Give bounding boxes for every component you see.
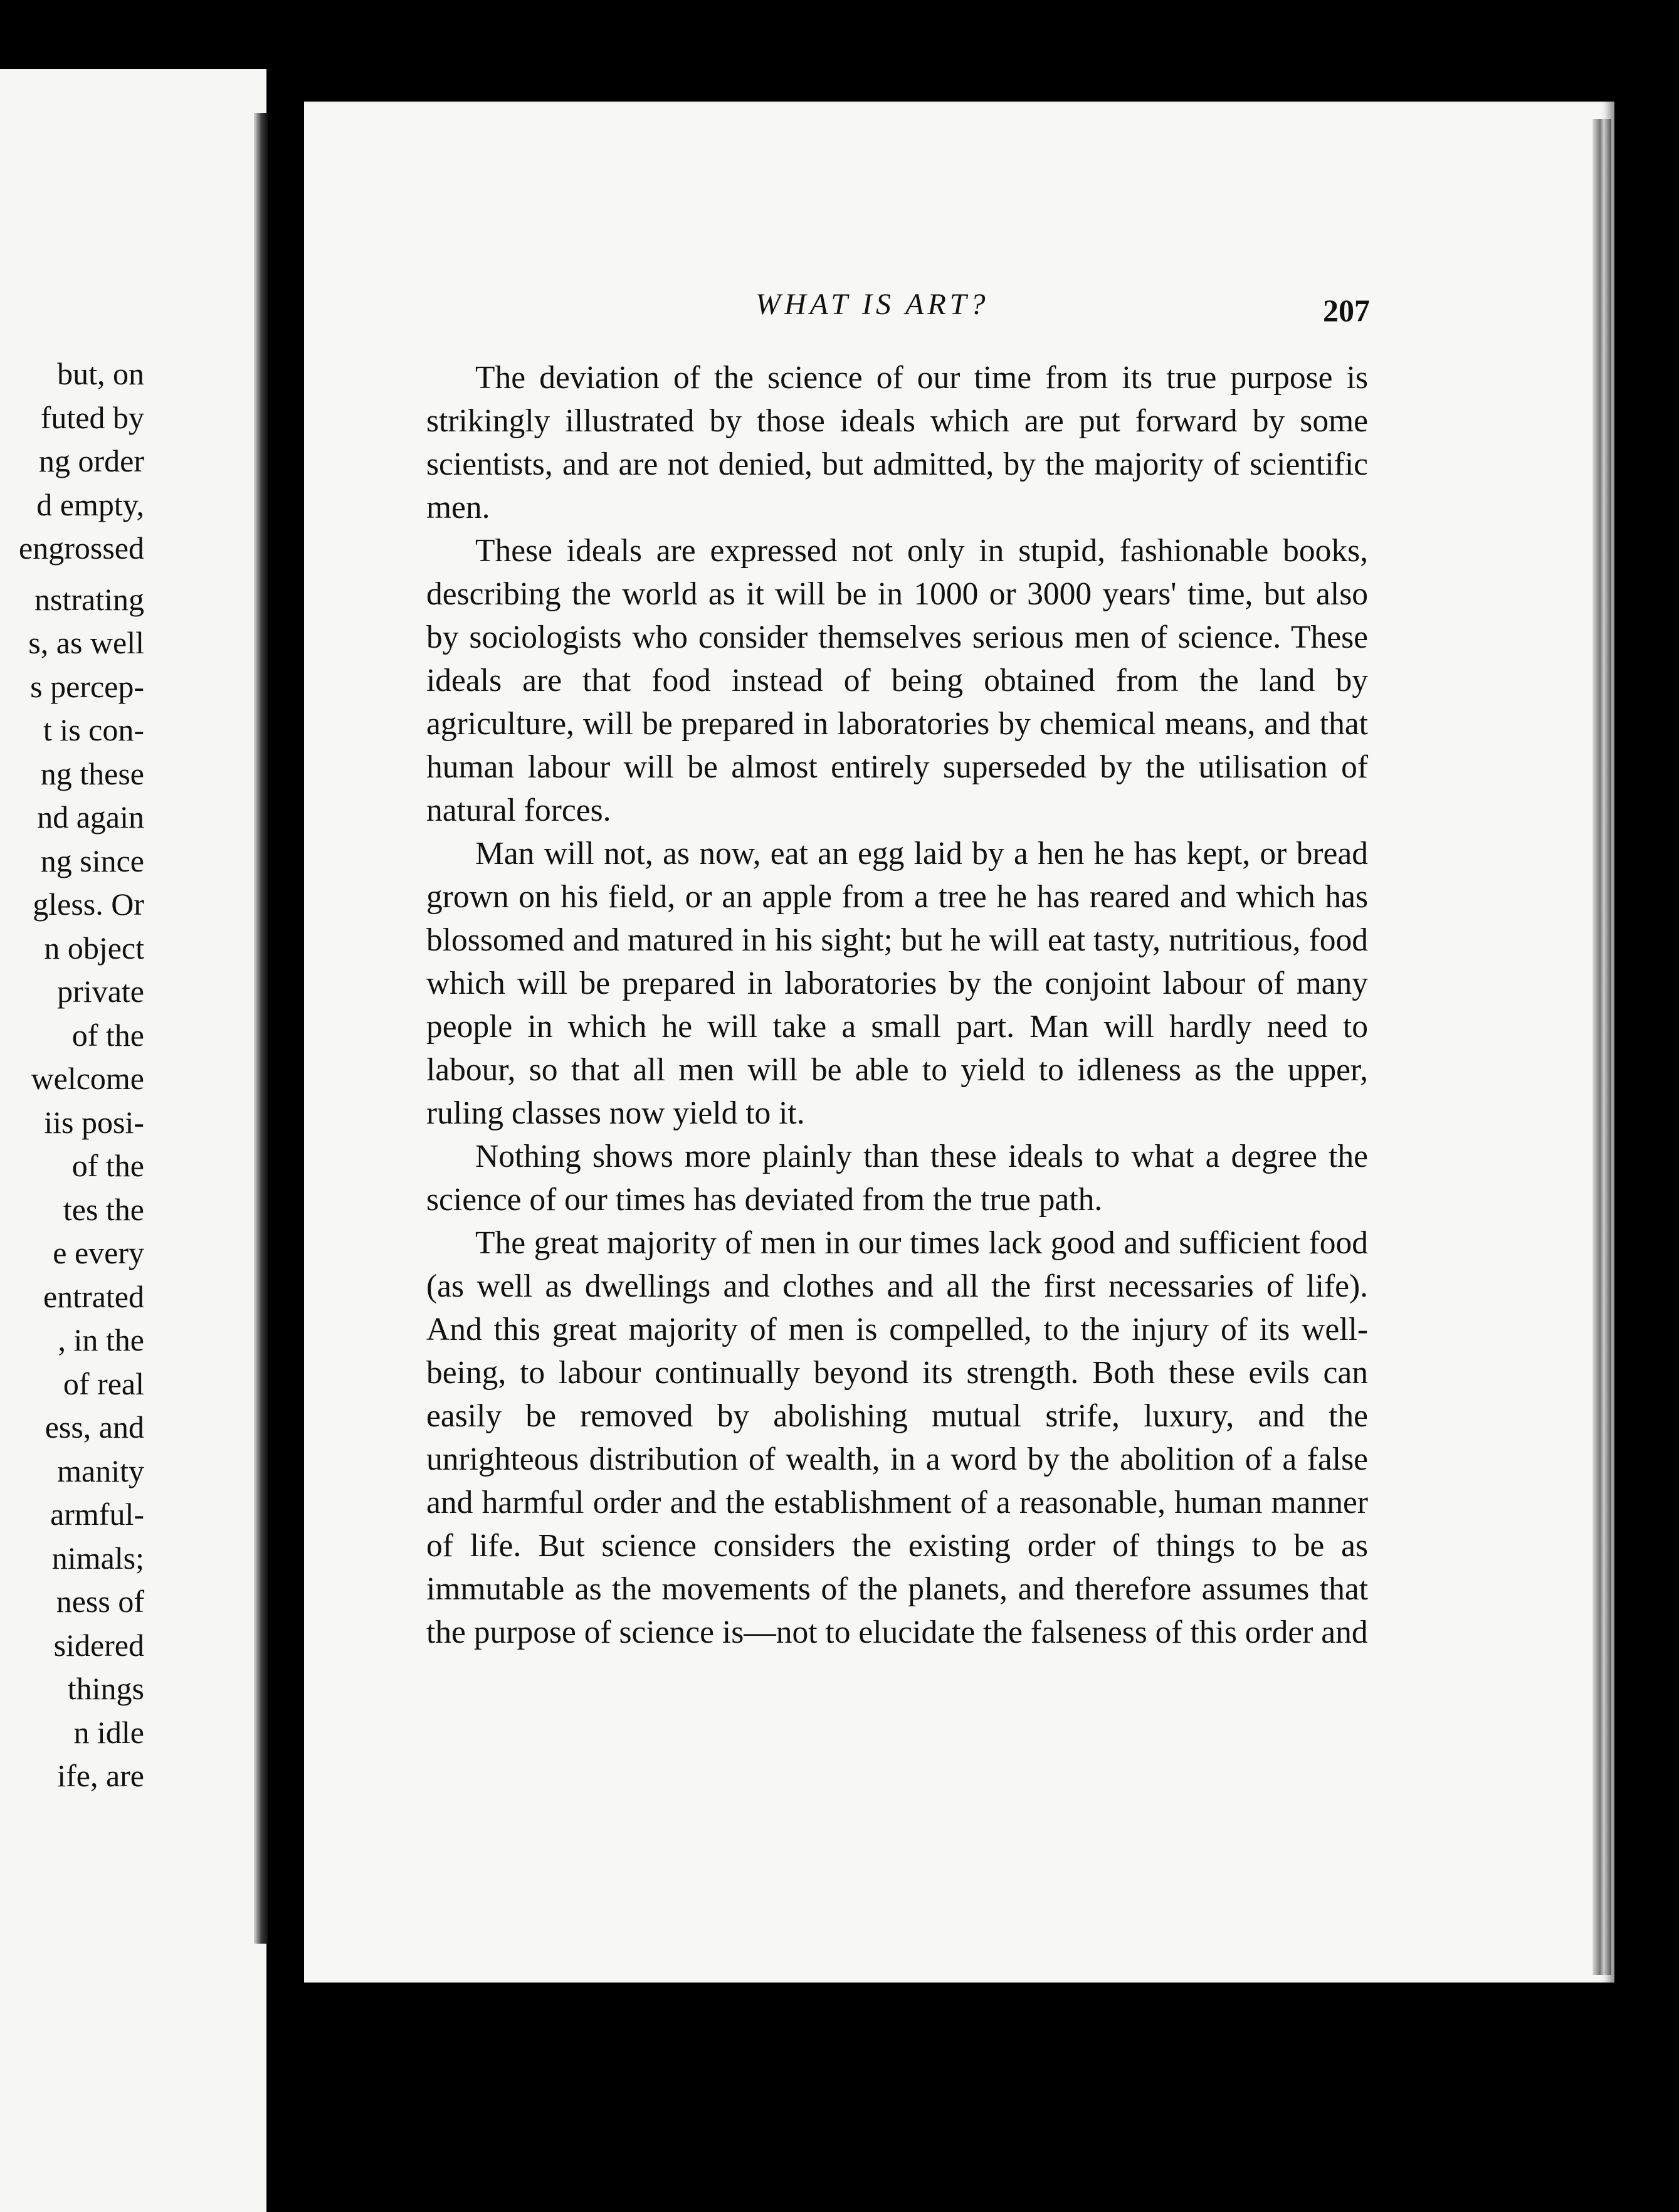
left-line: t is con- xyxy=(43,712,144,747)
paragraph: The great majority of men in our times lack good and sufficient food (as well as dwellings and clothes and all the first necessaries of life). And this great majority of men is compelled, to the injury of its well-being, to labour continually beyond its strength. Both these evils can easily be removed by abolishing mutual strife, luxury, and the unrighteous distribution of wealth, in a word by the abolition of a false and harmful order and the establishment of a reasonable, human manner of life. But science considers the existing order of things to be as immutable as the movements of the planets, and therefore assumes that the purpose of science is—not to elucidate the falseness of this order and xyxy=(426,1225,1368,1650)
left-line: tes the xyxy=(63,1191,144,1227)
left-page-text-fragments xyxy=(0,352,144,1798)
left-line: ng since xyxy=(40,843,144,878)
left-line: gless. Or xyxy=(33,887,144,922)
left-line: n idle xyxy=(73,1714,144,1750)
left-line: iis posi- xyxy=(44,1104,144,1140)
left-line: , in the xyxy=(58,1322,144,1357)
left-line: of the xyxy=(71,1017,144,1053)
left-line: ness of xyxy=(56,1584,144,1619)
left-line: armful- xyxy=(50,1497,144,1532)
left-line: s, as well xyxy=(28,625,144,660)
left-line: ess, and xyxy=(45,1409,144,1445)
left-line: but, on xyxy=(57,356,144,391)
left-line: nimals; xyxy=(51,1540,144,1576)
left-line: nd again xyxy=(37,799,144,835)
page-number: 207 xyxy=(1323,293,1370,328)
paragraph: Nothing shows more plainly than these ideals to what a degree the science of our times has deviated from the true path. xyxy=(426,1139,1368,1218)
left-line: ng order xyxy=(39,443,144,478)
left-line: sidered xyxy=(53,1627,144,1663)
paragraph: The deviation of the science of our time from its true purpose is strikingly illustrated by those ideals which are put forward by some scientists, and are not denied, but admitted, by the majority of scientific men. xyxy=(426,360,1368,525)
left-line: of real xyxy=(63,1366,144,1401)
left-line: manity xyxy=(57,1453,144,1488)
left-line: ife, are xyxy=(57,1758,144,1793)
left-line: n object xyxy=(44,930,144,966)
left-line: things xyxy=(67,1671,144,1706)
left-line: ng these xyxy=(40,756,144,791)
left-line: private xyxy=(57,974,144,1009)
left-line: entrated xyxy=(43,1278,144,1314)
paragraph: These ideals are expressed not only in stupid, fashionable books, describing the world as it will be in 1000 or 3000 years' time, but also by sociologists who consider themselves serious men of science. These ideals are that food instead of being obtained from the land by agriculture, will be prepared in laboratories by chemical means, and that human labour will be almost entirely superseded by the utilisation of natural forces. xyxy=(426,533,1368,828)
left-facing-page xyxy=(0,69,266,2212)
paragraph: Man will not, as now, eat an egg laid by a hen he has kept, or bread grown on his field, or an apple from a tree he has reared and which has blossomed and matured in his sight; but he will eat tasty, nutritious, food which will be prepared in laboratories by the conjoint labour of many people in which he will take a small part. Man will hardly need to labour, so that all men will be able to yield to idleness as the upper, ruling classes now yield to it. xyxy=(426,836,1368,1131)
left-line: futed by xyxy=(40,399,144,435)
page-edge xyxy=(1592,119,1611,1975)
left-line: nstrating xyxy=(34,581,144,617)
running-head: WHAT IS ART? xyxy=(755,288,989,321)
left-line: d empty, xyxy=(36,487,144,522)
left-line: engrossed xyxy=(19,530,144,566)
left-line: e every xyxy=(53,1235,144,1270)
body-text xyxy=(426,356,1368,1654)
left-line: of the xyxy=(71,1148,144,1183)
book-gutter xyxy=(254,113,268,1944)
left-line: welcome xyxy=(31,1061,144,1096)
left-line: s percep- xyxy=(30,668,144,704)
